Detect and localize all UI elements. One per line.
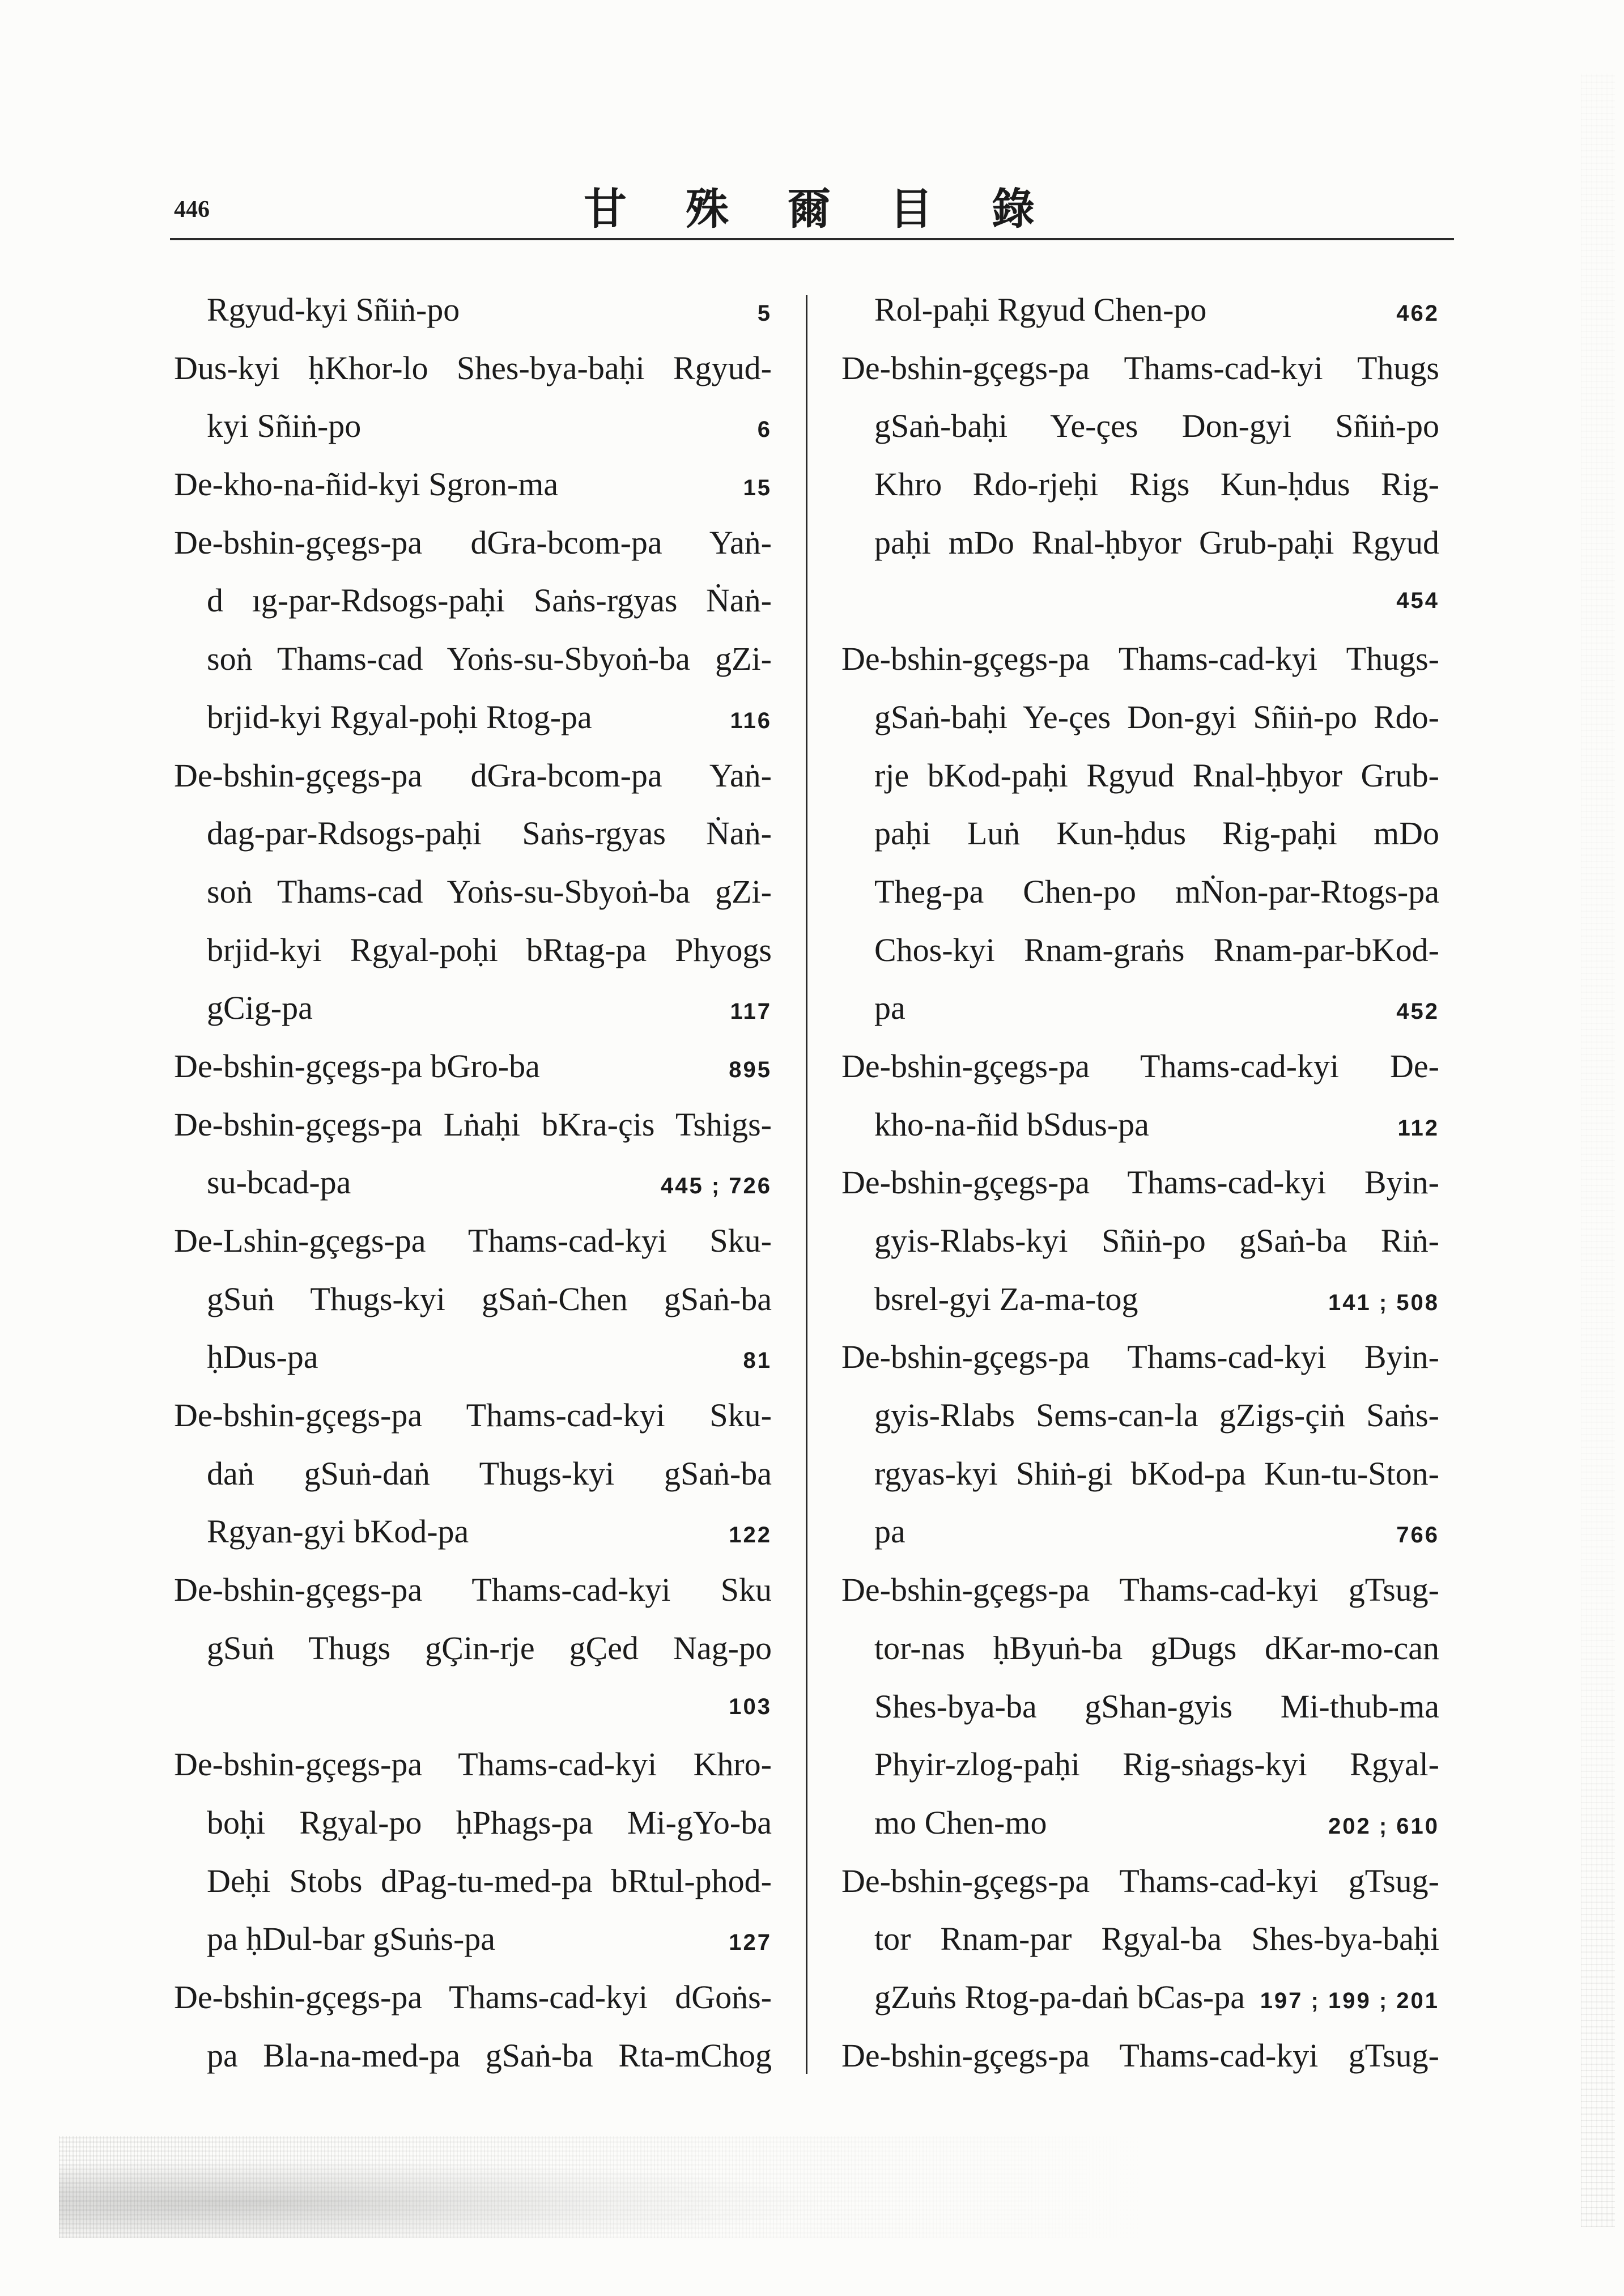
entry-line <box>841 397 1439 456</box>
entry-text: paḥi Luṅ Kun-ḥdus Rig-paḥi mDo <box>874 815 1439 852</box>
index-entry <box>174 1096 772 1212</box>
entry-line <box>841 572 1439 630</box>
entry-text: gSaṅ-baḥi Ye-çes Don-gyi Sñiṅ-po Rdo- <box>874 698 1439 735</box>
entry-line <box>174 805 772 863</box>
entry-line <box>841 979 1439 1038</box>
index-entry <box>174 1038 772 1096</box>
page-title: 甘殊爾目錄 <box>584 186 1094 233</box>
entry-line <box>841 1910 1439 1968</box>
entry-text: gZuṅs Rtog-pa-daṅ bCas-pa <box>874 1978 1245 2016</box>
index-entry <box>841 339 1439 630</box>
entry-text: gSuṅ Thugs gÇin-rje gÇed Nag-po <box>207 1629 772 1666</box>
entry-text: gSuṅ Thugs-kyi gSaṅ-Chen gSaṅ-ba <box>207 1280 772 1317</box>
entry-line <box>174 1270 772 1329</box>
entry-line <box>841 1445 1439 1503</box>
page-reference: 127 <box>729 1930 772 1955</box>
entry-text: De-bshin-gçegs-pa Thams-cad-kyi gTsug- <box>841 2036 1439 2074</box>
index-entry <box>174 1968 772 2085</box>
entry-text: pa ḥDul-bar gSuṅs-pa <box>207 1920 496 1958</box>
entry-text: tor Rnam-par Rgyal-ba Shes-bya-baḥi <box>874 1920 1439 1958</box>
entry-line <box>841 805 1439 863</box>
page-reference: 5 <box>757 301 772 326</box>
page-reference: 452 <box>1396 999 1439 1024</box>
entry-text: De-bshin-gçegs-pa Thams-cad-kyi gTsug- <box>841 1862 1439 1899</box>
entry-line <box>174 863 772 921</box>
entry-text: Dus-kyi ḥKhor-lo Shes-bya-baḥi Rgyud- <box>174 349 772 386</box>
header-rule <box>170 238 1454 240</box>
index-entry <box>174 1387 772 1561</box>
entry-text: De-kho-na-ñid-kyi Sgron-ma <box>174 466 559 503</box>
entry-text: pa <box>874 1513 905 1550</box>
entry-line <box>174 339 772 398</box>
entry-line <box>174 979 772 1038</box>
index-entry <box>174 1736 772 1968</box>
page-reference: 6 <box>757 417 772 443</box>
entry-line <box>174 572 772 630</box>
entry-text: tor-nas ḥByuṅ-ba gDugs dKar-mo-can <box>874 1629 1439 1666</box>
entry-text: Shes-bya-ba gShan-gyis Mi-thub-ma <box>874 1687 1439 1725</box>
index-entry <box>174 1561 772 1736</box>
entry-line <box>841 1212 1439 1270</box>
entry-text: ḥDus-pa <box>207 1338 318 1376</box>
entry-line <box>841 456 1439 514</box>
entry-line <box>841 281 1439 339</box>
entry-text: De-bshin-gçegs-pa Thams-cad-kyi Byin- <box>841 1164 1439 1201</box>
entry-text: boḥi Rgyal-po ḥPhags-pa Mi-gYo-ba <box>207 1804 772 1841</box>
entry-text: Khro Rdo-rjeḥi Rigs Kun-ḥdus Rig- <box>874 466 1439 503</box>
page-reference: 116 <box>730 708 772 733</box>
page-reference: 454 <box>1396 588 1439 614</box>
entry-text: De-Lshin-gçegs-pa Thams-cad-kyi Sku- <box>174 1222 772 1259</box>
entry-text: De-bshin-gçegs-pa Thams-cad-kyi Thugs- <box>841 640 1439 678</box>
entry-text: brjid-kyi Rgyal-poḥi Rtog-pa <box>207 698 592 735</box>
entry-text: De-bshin-gçegs-pa Thams-cad-kyi gTsug- <box>841 1571 1439 1609</box>
entry-line <box>174 921 772 980</box>
entry-line <box>841 630 1439 688</box>
page-reference: 202 ; 610 <box>1328 1813 1439 1839</box>
page-number: 446 <box>174 197 210 223</box>
index-entry <box>841 1561 1439 1852</box>
entry-line <box>174 1445 772 1503</box>
page-reference: 112 <box>1397 1115 1439 1141</box>
entry-text: De-bshin-gçegs-pa Thams-cad-kyi De- <box>841 1047 1439 1085</box>
page-reference: 141 ; 508 <box>1328 1290 1439 1315</box>
entry-text: bsrel-gyi Za-ma-tog <box>874 1280 1138 1317</box>
entry-line <box>174 630 772 688</box>
page-reference: 766 <box>1396 1523 1439 1548</box>
entry-line <box>841 1968 1439 2027</box>
entry-text: rje bKod-paḥi Rgyud Rnal-ḥbyor Grub- <box>874 756 1439 794</box>
entry-line <box>174 1678 772 1736</box>
entry-line <box>174 1910 772 1968</box>
index-entry <box>841 1328 1439 1561</box>
entry-line <box>841 747 1439 805</box>
entry-line <box>841 1270 1439 1329</box>
entry-line <box>841 1561 1439 1619</box>
entry-line <box>841 2027 1439 2085</box>
index-entry <box>174 281 772 339</box>
page-reference: 122 <box>729 1523 772 1548</box>
entry-line <box>174 1852 772 1911</box>
index-entry <box>841 2027 1439 2085</box>
entry-text: Rgyud-kyi Sñiṅ-po <box>207 291 460 328</box>
page-reference: 15 <box>743 475 772 501</box>
entry-line <box>841 1794 1439 1852</box>
entry-text: brjid-kyi Rgyal-poḥi bRtag-pa Phyogs <box>207 931 772 968</box>
entry-text: d ıg-par-Rdsogs-paḥi Saṅs-rgyas Ṅaṅ- <box>207 582 772 619</box>
entry-text: De-bshin-gçegs-pa Thams-cad-kyi Thugs <box>841 349 1439 386</box>
entry-line <box>174 1503 772 1561</box>
entry-text: Deḥi Stobs dPag-tu-med-pa bRtul-phod- <box>207 1862 772 1899</box>
entry-line <box>174 1038 772 1096</box>
entry-line <box>174 1154 772 1212</box>
entry-text: su-bcad-pa <box>207 1164 351 1201</box>
entry-line <box>174 281 772 339</box>
index-entry <box>841 1154 1439 1328</box>
entry-text: De-bshin-gçegs-pa Thams-cad-kyi Sku- <box>174 1397 772 1434</box>
entry-line <box>174 397 772 456</box>
entry-text: rgyas-kyi Shiṅ-gi bKod-pa Kun-tu-Ston- <box>874 1455 1439 1492</box>
entry-line <box>174 1328 772 1387</box>
entry-line <box>841 1852 1439 1911</box>
entry-line <box>841 1038 1439 1096</box>
entry-text: gyis-Rlabs Sems-can-la gZigs-çiṅ Saṅs- <box>874 1397 1439 1434</box>
page-reference: 117 <box>730 999 772 1024</box>
scan-noise <box>1581 74 1615 2227</box>
entry-text: gSaṅ-baḥi Ye-çes Don-gyi Sñiṅ-po <box>874 407 1439 445</box>
entry-text: Phyir-zlog-paḥi Rig-sṅags-kyi Rgyal- <box>874 1746 1439 1783</box>
scan-noise <box>59 2136 1181 2238</box>
entry-text: soṅ Thams-cad Yoṅs-su-Sbyoṅ-ba gZi- <box>207 873 772 910</box>
column-divider <box>806 295 807 2074</box>
entry-line <box>174 1096 772 1154</box>
entry-text: pa Bla-na-med-pa gSaṅ-ba Rta-mChog <box>207 2036 772 2074</box>
page-reference: 895 <box>729 1057 772 1082</box>
index-entry <box>174 514 772 747</box>
entry-line <box>174 1968 772 2027</box>
entry-text: De-bshin-gçegs-pa dGra-bcom-pa Yaṅ- <box>174 756 772 794</box>
entry-line <box>841 1387 1439 1445</box>
right-column <box>841 281 1439 2085</box>
entry-text: dag-par-Rdsogs-paḥi Saṅs-rgyas Ṅaṅ- <box>207 815 772 852</box>
entry-line <box>841 1619 1439 1678</box>
entry-line <box>841 688 1439 747</box>
entry-text: kyi Sñiṅ-po <box>207 407 362 445</box>
index-entry <box>174 747 772 1038</box>
entry-text: De-bshin-gçegs-pa bGro-ba <box>174 1047 540 1085</box>
entry-text: Theg-pa Chen-po mṄon-par-Rtogs-pa <box>874 873 1439 910</box>
entry-line <box>841 1736 1439 1794</box>
entry-text: gCig-pa <box>207 989 313 1027</box>
index-entry <box>841 630 1439 1038</box>
entry-text: gyis-Rlabs-kyi Sñiṅ-po gSaṅ-ba Riṅ- <box>874 1222 1439 1259</box>
entry-line <box>174 1794 772 1852</box>
entry-text: De-bshin-gçegs-pa dGra-bcom-pa Yaṅ- <box>174 524 772 561</box>
page-reference: 445 ; 726 <box>660 1173 772 1199</box>
entry-text: daṅ gSuṅ-daṅ Thugs-kyi gSaṅ-ba <box>207 1455 772 1492</box>
entry-line <box>841 863 1439 921</box>
page-reference: 103 <box>729 1694 772 1719</box>
entry-line <box>841 1096 1439 1154</box>
entry-text: kho-na-ñid bSdus-pa <box>874 1106 1149 1143</box>
entry-line <box>841 1154 1439 1212</box>
page-reference: 462 <box>1396 301 1439 326</box>
index-entry <box>174 456 772 514</box>
entry-line <box>174 1619 772 1678</box>
entry-line <box>174 688 772 747</box>
index-entry <box>841 281 1439 339</box>
index-entry <box>174 1212 772 1387</box>
entry-text: Rgyan-gyi bKod-pa <box>207 1513 469 1550</box>
entry-text: De-bshin-gçegs-pa Thams-cad-kyi Sku <box>174 1571 772 1609</box>
entry-line <box>174 1561 772 1619</box>
entry-line <box>174 747 772 805</box>
entry-line <box>841 339 1439 398</box>
entry-text: pa <box>874 989 905 1027</box>
entry-text: De-bshin-gçegs-pa Lṅaḥi bKra-çis Tshigs- <box>174 1106 772 1143</box>
entry-line <box>841 514 1439 572</box>
index-entry <box>841 1038 1439 1154</box>
entry-text: De-bshin-gçegs-pa Thams-cad-kyi dGoṅs- <box>174 1978 772 2016</box>
entry-text: Rol-paḥi Rgyud Chen-po <box>874 291 1207 328</box>
entry-line <box>841 1328 1439 1387</box>
page-reference: 197 ; 199 ; 201 <box>1260 1988 1439 2013</box>
entry-text: soṅ Thams-cad Yoṅs-su-Sbyoṅ-ba gZi- <box>207 640 772 678</box>
entry-text: De-bshin-gçegs-pa Thams-cad-kyi Khro- <box>174 1746 772 1783</box>
index-entry <box>174 339 772 456</box>
entry-text: paḥi mDo Rnal-ḥbyor Grub-paḥi Rgyud <box>874 524 1439 561</box>
page-reference: 81 <box>743 1348 772 1374</box>
entry-text: Chos-kyi Rnam-graṅs Rnam-par-bKod- <box>874 931 1439 968</box>
entry-line <box>841 921 1439 980</box>
entry-line <box>174 1736 772 1794</box>
left-column <box>174 281 772 2085</box>
entry-line <box>174 2027 772 2085</box>
entry-line <box>841 1678 1439 1736</box>
entry-line <box>174 1212 772 1270</box>
entry-line <box>174 1387 772 1445</box>
entry-line <box>174 514 772 572</box>
entry-line <box>174 456 772 514</box>
entry-line <box>841 1503 1439 1561</box>
entry-text: mo Chen-mo <box>874 1804 1047 1841</box>
index-entry <box>841 1852 1439 2027</box>
entry-text: De-bshin-gçegs-pa Thams-cad-kyi Byin- <box>841 1338 1439 1376</box>
